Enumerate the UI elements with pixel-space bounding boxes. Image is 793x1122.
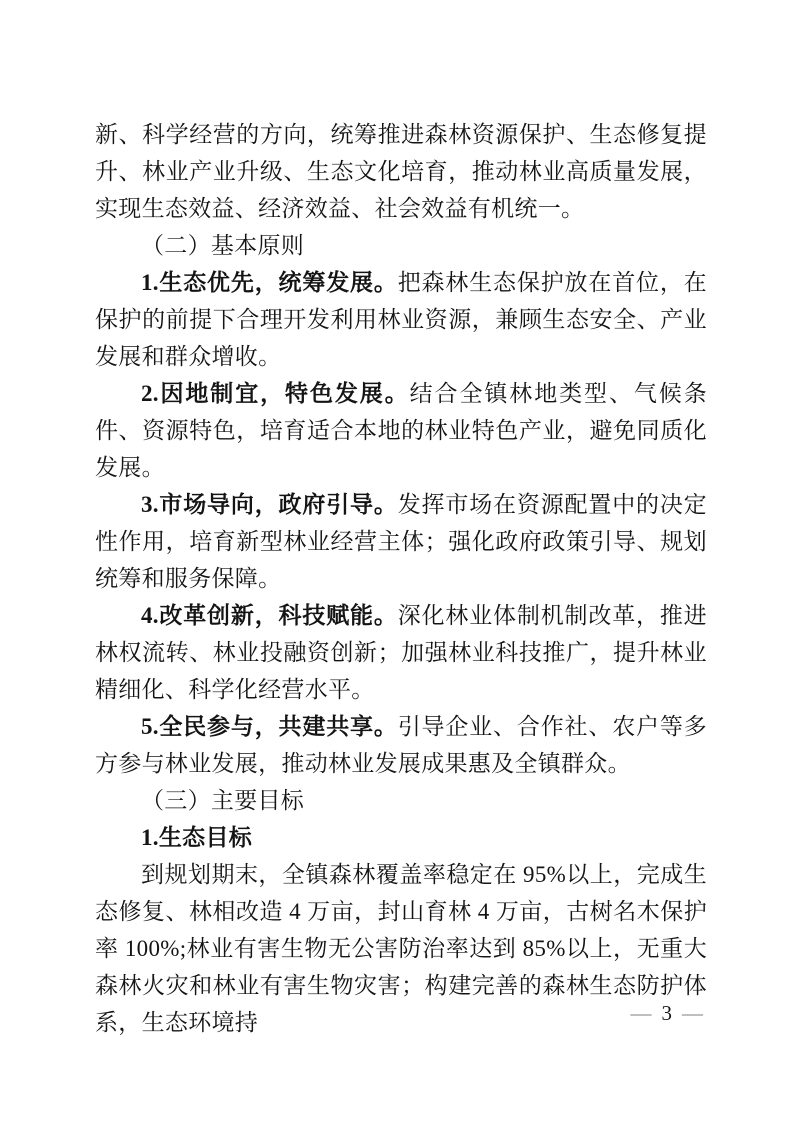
principle-2-text: 结合全镇林地类型、气候条件、资源特色，培育适合本地的林业特色产业，避免同质化发展。: [95, 381, 707, 480]
principle-item-2: [95, 375, 707, 486]
principle-5-title: 5.全民参与，共建共享。: [141, 714, 398, 739]
principle-2-title: 2.因地制宜，特色发展。: [141, 381, 410, 406]
continuation-paragraph: 新、科学经营的方向，统筹推进森林资源保护、生态修复提升、林业产业升级、生态文化培育，推动林业高质量发展，实现生态效益、经济效益、社会效益有机统一。: [95, 122, 707, 221]
principle-1-text: 把森林生态保护放在首位，在保护的前提下合理开发利用林业资源，兼顾生态安全、产业发展和群众增收。: [95, 270, 707, 369]
section-heading-main-goals: （三）主要目标: [141, 788, 305, 813]
principle-item-3: [95, 486, 707, 597]
principle-4-text: 深化林业体制机制改革，推进林权流转、林业投融资创新；加强林业科技推广，提升林业精细化、科学化经营水平。: [95, 603, 707, 702]
document-body: [95, 116, 707, 1041]
page-number: [631, 1000, 704, 1026]
principle-1-title: 1.生态优先，统筹发展。: [141, 270, 398, 295]
principle-4-title: 4.改革创新，科技赋能。: [141, 603, 398, 628]
eco-goal-paragraph: 到规划期末，全镇森林覆盖率稳定在 95%以上，完成生态修复、林相改造 4 万亩，封山育林 4 万亩，古树名木保护率 100%;林业有害生物无公害防治率达到 85%以上，无重大森林火灾和林业有害生物灾害；构建完善的森林生态防护体系，生态环境持: [95, 862, 707, 1035]
page-number-dash-left: —: [630, 1001, 652, 1025]
principle-item-5: [95, 708, 707, 782]
principle-item-4: [95, 597, 707, 708]
principle-3-title: 3.市场导向，政府引导。: [141, 492, 398, 517]
page-number-dash-right: —: [682, 1001, 703, 1025]
principle-5-text: 引导企业、合作社、农户等多方参与林业发展，推动林业发展成果惠及全镇群众。: [95, 714, 707, 776]
page-number-value: 3: [661, 1001, 672, 1025]
subsection-heading-eco-goal: 1.生态目标: [141, 825, 253, 850]
principle-3-text: 发挥市场在资源配置中的决定性作用，培育新型林业经营主体；强化政府政策引导、规划统筹和服务保障。: [95, 492, 707, 591]
section-heading-basic-principles: （二）基本原则: [141, 233, 305, 258]
principle-item-1: [95, 264, 707, 375]
